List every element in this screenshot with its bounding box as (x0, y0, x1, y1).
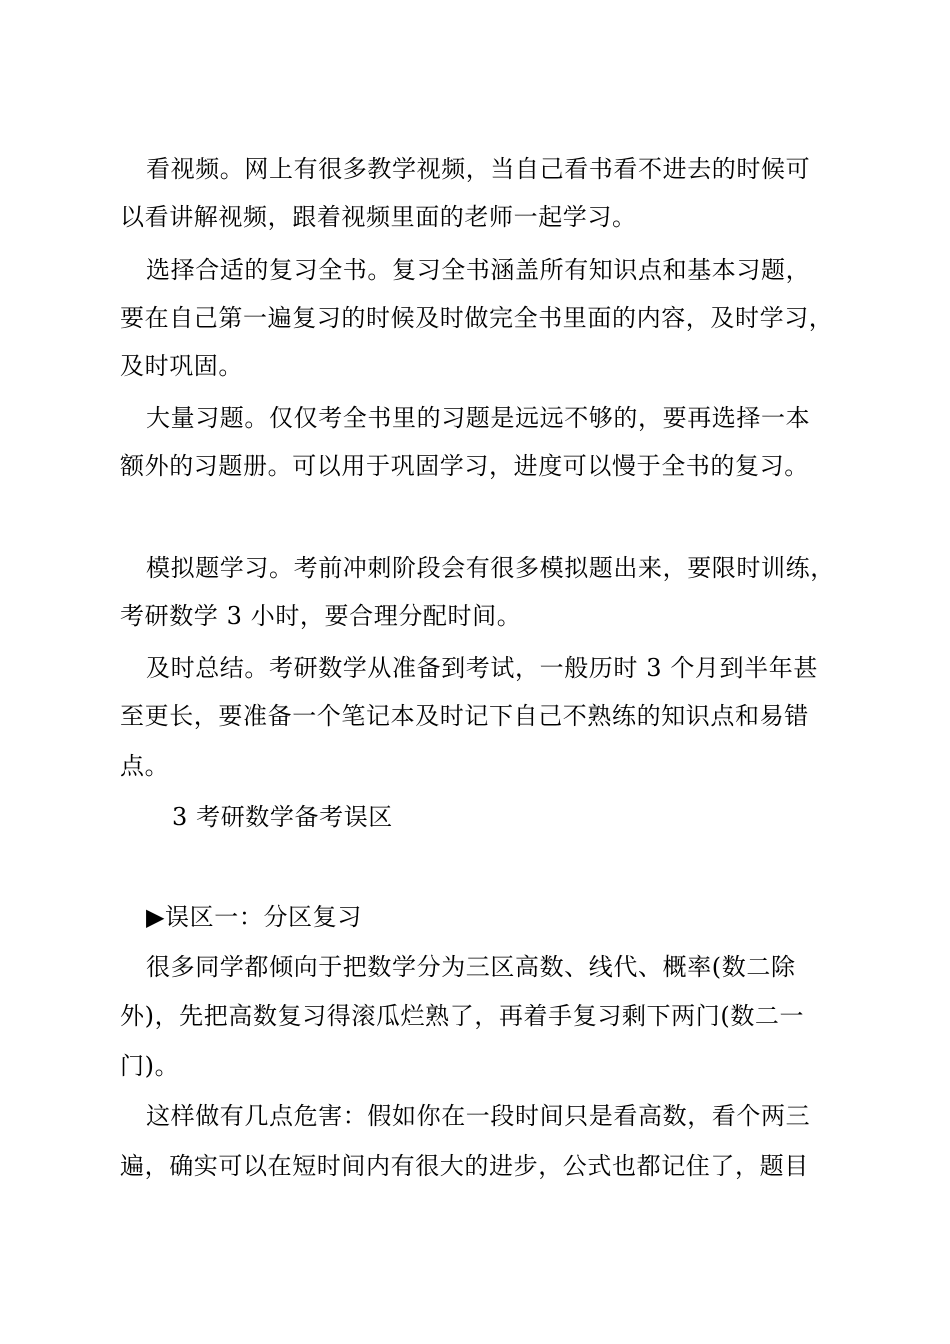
subsection-heading: ▶误区一：分区复习 (146, 903, 362, 931)
paragraph-2-line-2: 要在自己第一遍复习的时候及时做完全书里面的内容，及时学习， (120, 304, 834, 332)
paragraph-3-line-2: 额外的习题册。可以用于巩固学习，进度可以慢于全书的复习。 (120, 452, 809, 480)
paragraph-1-line-2: 以看讲解视频，跟着视频里面的老师一起学习。 (120, 203, 637, 231)
paragraph-7-line-1: 这样做有几点危害：假如你在一段时间只是看高数，看个两三 (146, 1102, 811, 1130)
paragraph-5-line-3: 点。 (120, 752, 170, 780)
paragraph-4-line-2: 考研数学 3 小时，要合理分配时间。 (120, 602, 522, 630)
paragraph-2-line-3: 及时巩固。 (120, 352, 243, 380)
paragraph-6-line-1: 很多同学都倾向于把数学分为三区高数、线代、概率(数二除 (146, 953, 796, 981)
paragraph-2-line-1: 选择合适的复习全书。复习全书涵盖所有知识点和基本习题， (146, 256, 811, 284)
paragraph-6-line-2: 外)，先把高数复习得滚瓜烂熟了，再着手复习剩下两门(数二一 (120, 1002, 805, 1030)
paragraph-4-line-1: 模拟题学习。考前冲刺阶段会有很多模拟题出来，要限时训练， (146, 554, 835, 582)
section-heading: 3 考研数学备考误区 (172, 803, 393, 831)
paragraph-5-line-2: 至更长，要准备一个笔记本及时记下自己不熟练的知识点和易错 (120, 702, 809, 730)
paragraph-3-line-1: 大量习题。仅仅考全书里的习题是远远不够的，要再选择一本 (146, 404, 811, 432)
paragraph-7-line-2: 遍，确实可以在短时间内有很大的进步，公式也都记住了，题目 (120, 1152, 809, 1180)
paragraph-5-line-1: 及时总结。考研数学从准备到考试，一般历时 3 个月到半年甚 (146, 654, 818, 682)
paragraph-1-line-1: 看视频。网上有很多教学视频，当自己看书看不进去的时候可 (146, 155, 811, 183)
paragraph-6-line-3: 门)。 (120, 1052, 180, 1080)
